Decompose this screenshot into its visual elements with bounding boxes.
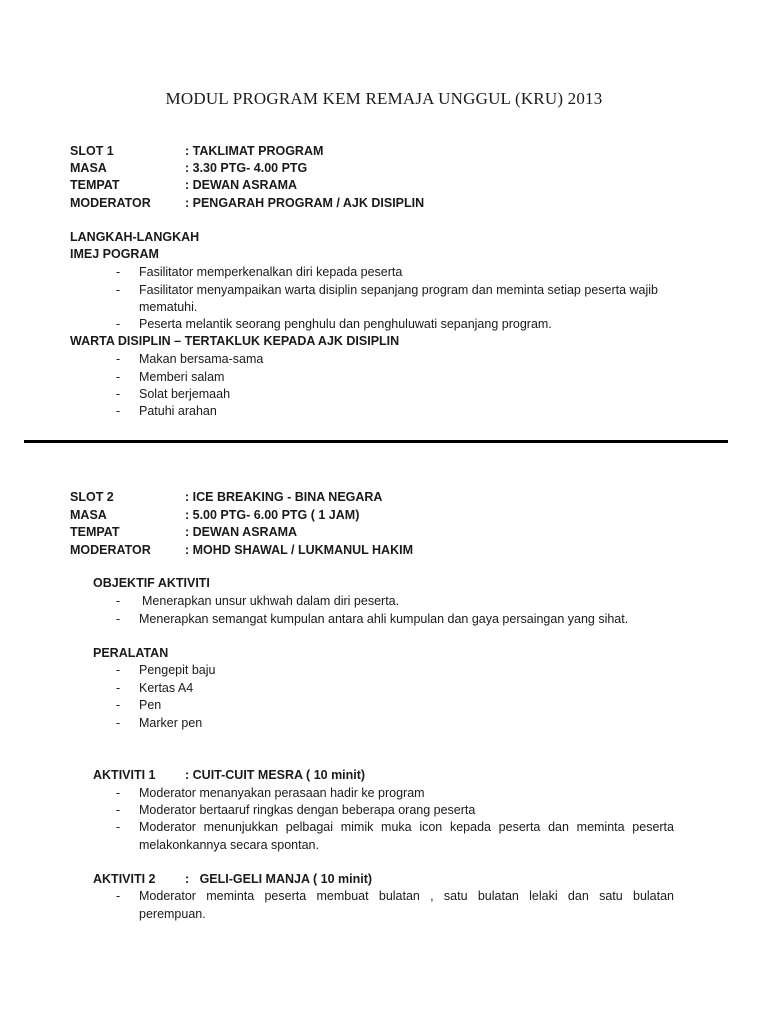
bullet-dash: - [116,404,121,418]
slot2-value: : DEWAN ASRAMA [185,525,298,539]
list-item-text: perempuan. [139,907,206,921]
list-item-text: mematuhi. [139,300,198,314]
bullet-dash: - [116,352,121,366]
list-item-text: Pengepit baju [139,663,216,677]
bullet-dash: - [116,370,121,384]
slot1-key: MODERATOR [70,196,151,210]
list-item-text: Moderator menanyakan perasaan hadir ke program [139,786,425,800]
slot2-key: SLOT 2 [70,490,114,504]
imej-heading: IMEJ POGRAM [70,247,159,261]
slot2-value: : ICE BREAKING - BINA NEGARA [185,490,383,504]
slot1-value: : PENGARAH PROGRAM / AJK DISIPLIN [185,196,425,210]
document-title: MODUL PROGRAM KEM REMAJA UNGGUL (KRU) 2013 [165,89,603,108]
bullet-dash: - [116,889,121,903]
slot1-key: TEMPAT [70,178,120,192]
slot1-value: : 3.30 PTG- 4.00 PTG [185,161,308,175]
list-item-text: Patuhi arahan [139,404,217,418]
slot2-value: : 5.00 PTG- 6.00 PTG ( 1 JAM) [185,508,360,522]
slot1-key: SLOT 1 [70,144,114,158]
aktiviti1-label: AKTIVITI 1 [93,768,156,782]
bullet-dash: - [116,681,121,695]
bullet-dash: - [116,820,121,834]
slot2-key: MASA [70,508,107,522]
list-item-text: Makan bersama-sama [139,352,264,366]
peralatan-heading: PERALATAN [93,646,169,660]
bullet-dash: - [116,803,121,817]
aktiviti2-label: AKTIVITI 2 [93,872,156,886]
section-divider [24,440,728,443]
slot1-value: : DEWAN ASRAMA [185,178,298,192]
list-item-text: Menerapkan unsur ukhwah dalam diri peserta. [142,594,400,608]
list-item-text: Memberi salam [139,370,225,384]
bullet-dash: - [116,698,121,712]
bullet-dash: - [116,612,121,626]
bullet-dash: - [116,265,121,279]
list-item-text: Menerapkan semangat kumpulan antara ahli kumpulan dan gaya persaingan yang sihat. [139,612,629,626]
slot2-key: TEMPAT [70,525,120,539]
bullet-dash: - [116,786,121,800]
bullet-dash: - [116,283,121,297]
list-item-text: Fasilitator memperkenalkan diri kepada peserta [139,265,403,279]
aktiviti1-title: : CUIT-CUIT MESRA ( 10 minit) [185,768,366,782]
list-item-text: Moderator meminta peserta membuat bulatan , satu bulatan lelaki dan satu bulatan [139,889,674,903]
warta-heading: WARTA DISIPLIN – TERTAKLUK KEPADA AJK DISIPLIN [70,334,400,348]
bullet-dash: - [116,387,121,401]
list-item-text: melakonkannya secara spontan. [139,838,319,852]
list-item-text: Moderator bertaaruf ringkas dengan beberapa orang peserta [139,803,476,817]
bullet-dash: - [116,663,121,677]
list-item-text: Solat berjemaah [139,387,231,401]
slot1-key: MASA [70,161,107,175]
list-item-text: Peserta melantik seorang penghulu dan penghuluwati sepanjang program. [139,317,552,331]
list-item-text: Pen [139,698,162,712]
list-item-text: Moderator menunjukkan pelbagai mimik muka icon kepada peserta dan meminta peserta [139,820,674,834]
list-item-text: Fasilitator menyampaikan warta disiplin sepanjang program dan meminta setiap peserta wajib [139,283,659,297]
slot2-key: MODERATOR [70,543,151,557]
slot1-value: : TAKLIMAT PROGRAM [185,144,324,158]
aktiviti2-title: : GELI-GELI MANJA ( 10 minit) [185,872,373,886]
list-item-text: Marker pen [139,716,203,730]
bullet-dash: - [116,317,121,331]
bullet-dash: - [116,594,121,608]
slot2-value: : MOHD SHAWAL / LUKMANUL HAKIM [185,543,413,557]
bullet-dash: - [116,716,121,730]
list-item-text: Kertas A4 [139,681,194,695]
langkah-heading: LANGKAH-LANGKAH [70,230,200,244]
objektif-heading: OBJEKTIF AKTIVITI [93,576,210,590]
